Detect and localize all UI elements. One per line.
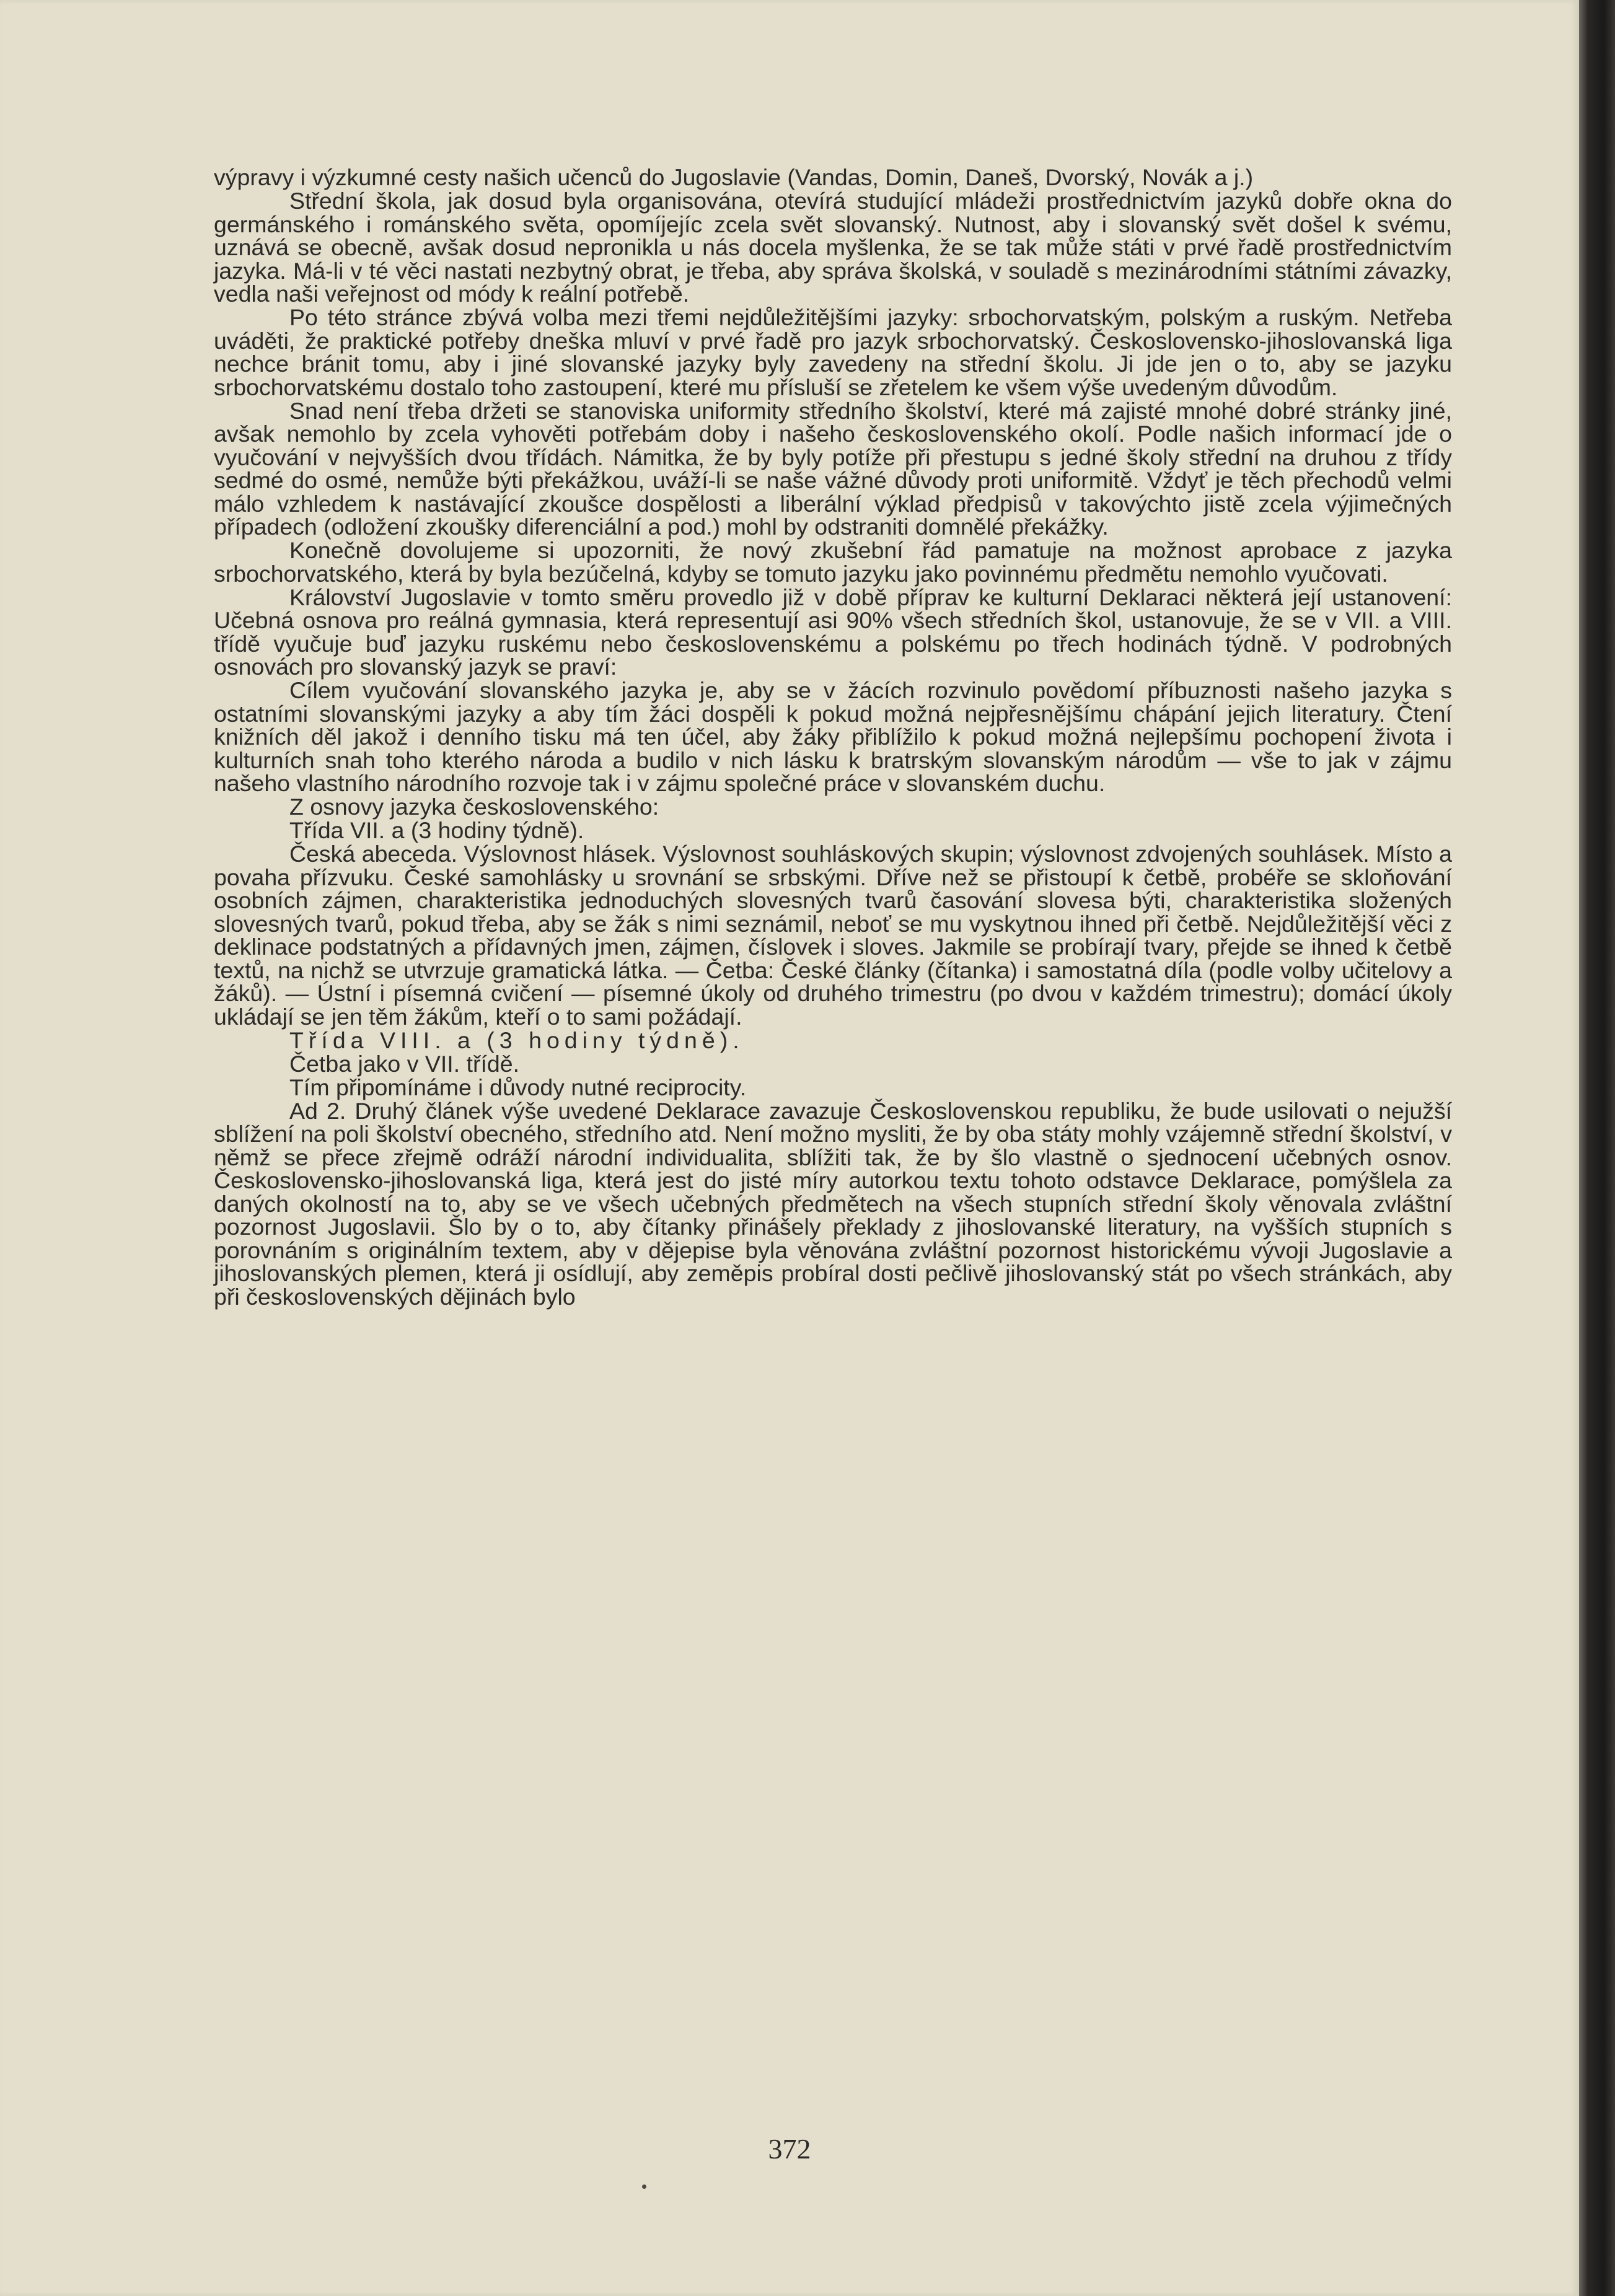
paragraph-14: Ad 2. Druhý článek výše uvedené Deklarace zavazuje Československou republiku, že bude usilovati o nejužší sblížení na poli školství obecného, středního atd. Není možno mysliti, že by oba státy mohly vzájemně střední školství, v němž se přece zřejmě odráží národní individualita, sblížiti tak, že by šlo vlastně o sjednocení učebných osnov. Československo-jihoslovanská liga, která jest do jisté míry autorkou textu tohoto odstavce Deklarace, pomýšlela za daných okolností na to, aby se ve všech učebných předmětech na všech stupních střední školy věnovala zvláštní pozornost Jugoslavii. Šlo by o to, aby čítanky přinášely překlady z jihoslovanské literatury, na vyšších stupních s porovnáním s originálním textem, aby v dějepise byla věnována zvláštní pozornost historickému vývoji Jugoslavie a jihoslovanských plemen, která ji osídlují, aby zeměpis probíral dosti pečlivě jihoslovanský stát po všech stránkách, aby při československých dějinách bylo [214,1097,1452,1310]
paragraph-7: Cílem vyučování slovanského jazyka je, aby se v žácích rozvinulo povědomí příbuznosti našeho jazyka s ostatními slovanskými jazyky a aby tím žáci dospěli k pokud možná nejpřesnějšímu chápání jejich literatury. Čtení knižních děl jakož i denního tisku má ten účel, aby žáky přiblížilo k pokud možná nejlepšímu pochopení života i kulturních snah toho kterého národa a budilo v nich lásku k bratrským slovanským národům — vše to jak v zájmu našeho vlastního národního rozvoje tak i v zájmu společné práce v slovanském duchu. [214,677,1452,796]
paragraph-6: Království Jugoslavie v tomto směru provedlo již v době příprav ke kulturní Deklaraci některá její ustanovení: Učebná osnova pro reálná gymnasia, která representují asi 90% všech středních škol, ustanovuje, že se v VII. a VIII. třídě vyučuje buď jazyku ruskému nebo československému a polskému po třech hodinách týdně. V podrobných osnovách pro slovanský jazyk se praví: [214,584,1452,680]
paragraph-11: Třída VIII. a (3 hodiny týdně). [289,1027,744,1053]
paragraph-10: Česká abeceda. Výslovnost hlásek. Výslovnost souhláskových skupin; výslovnost zdvojených souhlásek. Místo a povaha přízvuku. České samohlásky u srovnání se srbskými. Dříve než se přistoupí k četbě, probéře se skloňování osobních zájmen, charakteristika jednoduchých slovesných tvarů časování slovesa býti, charakteristika složených slovesných tvarů, pokud třeba, aby se žák s nimi seznámil, neboť se mu vyskytnou ihned při četbě. Nejdůležitější věci z deklinace podstatných a přídavných jmen, zájmen, číslovek i sloves. Jakmile se probírají tvary, přejde se ihned k četbě textů, na nichž se utvrzuje gramatická látka. — Četba: České články (čítanka) i samostatná díla (podle volby učitelovy a žáků). — Ústní i písemná cvičení — písemné úkoly od druhého trimestru (po dvou v každém trimestru); domácí úkoly ukládají se jen těm žákům, kteří o to sami požádají. [214,841,1452,1030]
paragraph-13: Tím připomínáme i důvody nutné reciprocity. [289,1074,747,1100]
paragraph-8: Z osnovy jazyka československého: [289,794,659,820]
page-number: 372 [768,2133,811,2165]
paragraph-2: Střední škola, jak dosud byla organisována, otevírá studující mládeži prostřednictvím jazyků dobře okna do germánského i románského světa, opomíjejíc zcela svět slovanský. Nutnost, aby i slovanský svět došel k svému, uznává se obecně, avšak dosud nepronikla u nás docela myšlenka, že se tak může státi v prvé řadě prostřednictvím jazyka. Má-li v té věci nastati nezbytný obrat, je třeba, aby správa školská, v souladě s mezinárodními státními závazky, vedla naši veřejnost od módy k reální potřebě. [214,188,1452,307]
paragraph-5: Konečně dovolujeme si upozorniti, že nový zkušební řád pamatuje na možnost aprobace z jazyka srbochorvatského, která by byla bezúčelná, kdyby se tomuto jazyku jako povinnému předmětu nemohlo vyučovati. [214,537,1452,587]
body-text [214,166,1452,1309]
print-dot [642,2184,646,2189]
paragraph-12: Četba jako v VII. třídě. [289,1050,520,1077]
paragraph-1: výpravy i výzkumné cesty našich učenců do Jugoslavie (Vandas, Domin, Daneš, Dvorský, Novák a j.) [214,164,1254,190]
binding-edge [1579,0,1615,2296]
paragraph-4: Snad není třeba držeti se stanoviska uniformity středního školství, které má zajisté mnohé dobré stránky jiné, avšak nemohlo by zcela vyhověti potřebám doby i našeho československého okolí. Podle našich informací jde o vyučování v nejvyšších dvou třídách. Námitka, že by byly potíže při přestupu s jedné školy střední na druhou z třídy sedmé do osmé, nemůže býti překážkou, uváží-li se naše vážné důvody proti uniformitě. Vždyť je těch přechodů velmi málo vzhledem k nastávající zkoušce dospělosti a liberální výklad předpisů v takovýchto jistě zcela výjimečných případech (odložení zkoušky diferenciální a pod.) mohl by odstraniti domnělé překážky. [214,397,1452,540]
paragraph-3: Po této stránce zbývá volba mezi třemi nejdůležitějšími jazyky: srbochorvatským, polským a ruským. Netřeba uváděti, že praktické potřeby dneška mluví v prvé řadě pro jazyk srbochorvatský. Československo-jihoslovanská liga nechce bránit tomu, aby i jiné slovanské jazyky byly zavedeny na střední školu. Ji jde jen o to, aby se jazyku srbochorvatskému dostalo toho zastoupení, které mu přísluší se zřetelem ke všem výše uvedeným důvodům. [214,304,1452,400]
paragraph-9: Třída VII. a (3 hodiny týdně). [289,817,584,843]
